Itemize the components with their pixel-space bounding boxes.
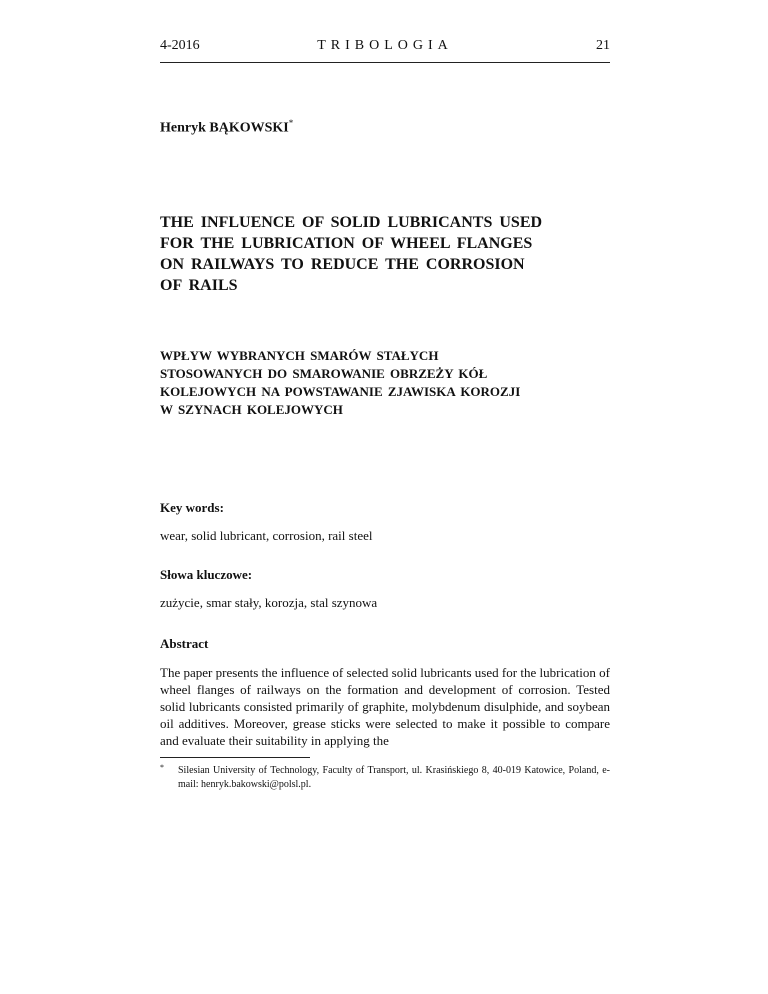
title-english: THE INFLUENCE OF SOLID LUBRICANTS USED FOR THE LUBRICATION OF WHEEL FLANGES ON RAILWAYS TO REDUCE THE CORROSION OF RAILS <box>160 214 543 294</box>
journal-name: TRIBOLOGIA <box>317 38 453 53</box>
keywords-en-text: wear, solid lubricant, corrosion, rail steel <box>160 528 373 543</box>
keywords-pl-text: zużycie, smar stały, korozja, stal szynowa <box>160 595 378 610</box>
footnote <box>160 764 610 792</box>
author-footnote-mark: * <box>288 118 294 128</box>
abstract-text: The paper presents the influence of selected solid lubricants used for the lubrication of wheel flanges of railways on the formation and development of corrosion. Tested solid lubricants consisted primarily of graphite, molybdenum disulphide, and soybean oil additives. Moreover, grease sticks were selected to make it possible to compare and evaluate their suitability in applying the <box>160 665 610 748</box>
header-rule <box>160 62 610 63</box>
running-header <box>160 38 610 60</box>
keywords-en-heading: Key words: <box>160 500 224 515</box>
footnote-text: Silesian University of Technology, Faculty of Transport, ul. Krasińskiego 8, 40-019 Katowice, Poland, e-mail: henryk.bakowski@polsl.pl. <box>178 765 610 790</box>
issue-number: 4-2016 <box>160 38 200 53</box>
author-name: Henryk BĄKOWSKI <box>160 120 289 136</box>
footnote-rule <box>160 757 310 758</box>
author-line <box>160 118 293 137</box>
abstract-heading: Abstract <box>160 636 209 651</box>
keywords-pl-heading: Słowa kluczowe: <box>160 567 253 582</box>
title-polish: WPŁYW WYBRANYCH SMARÓW STAŁYCH STOSOWANYCH DO SMAROWANIE OBRZEŻY KÓŁ KOLEJOWYCH NA POWSTAWANIE ZJAWISKA KOROZJI W SZYNACH KOLEJOWYCH <box>160 348 521 417</box>
page-number: 21 <box>596 38 610 53</box>
footnote-mark: * <box>160 763 164 772</box>
